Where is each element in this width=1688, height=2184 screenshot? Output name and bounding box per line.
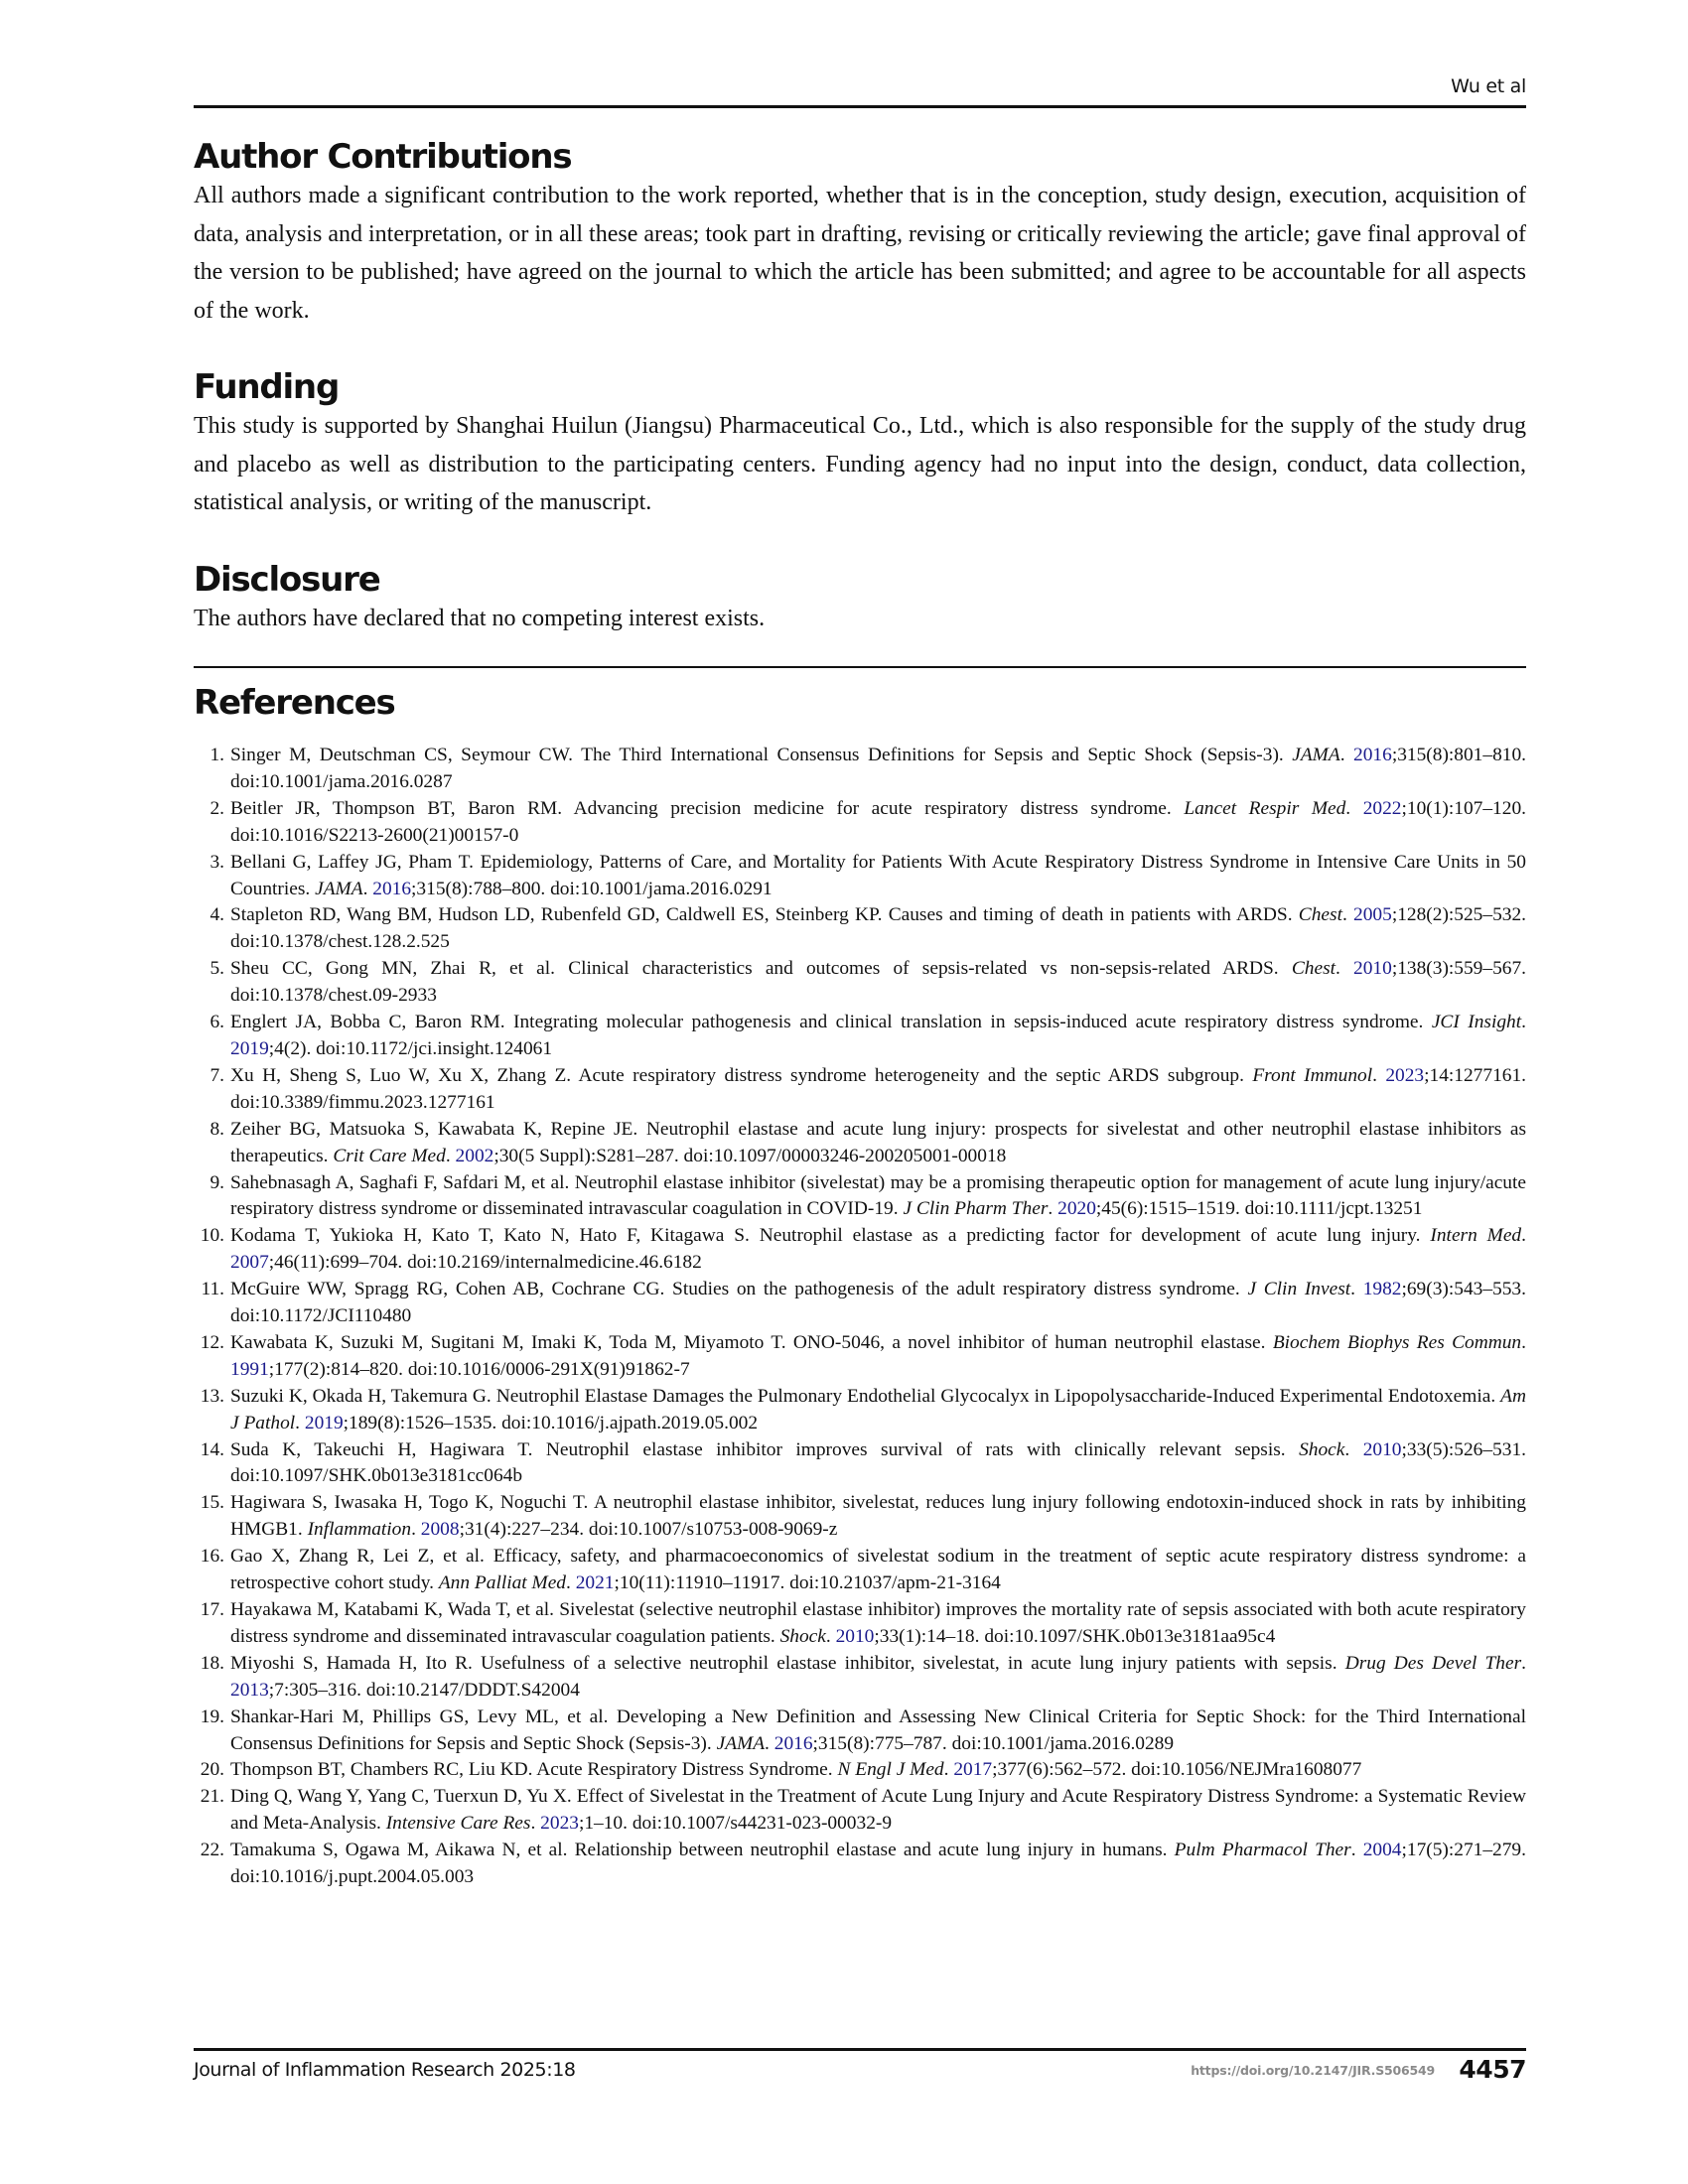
reference-volume-doi: ;315(8):788–800. doi:10.1001/jama.2016.0291 <box>411 878 773 899</box>
reference-authors-title: Xu H, Sheng S, Luo W, Xu X, Zhang Z. Acute respiratory distress syndrome heterogeneity and the septic ARDS subgroup. <box>230 1064 1253 1086</box>
reference-item <box>194 1223 1526 1277</box>
reference-journal: Pulm Pharmacol Ther <box>1174 1840 1351 1861</box>
reference-number: 15. <box>200 1492 224 1514</box>
reference-journal: Chest <box>1298 904 1342 926</box>
reference-journal-period: . <box>1350 1840 1363 1861</box>
reference-number: 19. <box>200 1706 224 1727</box>
reference-year-link[interactable]: 1982 <box>1362 1279 1402 1300</box>
reference-volume-doi: ;1–10. doi:10.1007/s44231-023-00032-9 <box>578 1813 893 1835</box>
reference-authors-title: Stapleton RD, Wang BM, Hudson LD, Rubenfeld GD, Caldwell ES, Steinberg KP. Causes and timing of death in patients with ARDS. <box>230 904 1299 926</box>
reference-volume-doi: ;10(11):11910–11917. doi:10.21037/apm-21-3164 <box>614 1572 1001 1594</box>
reference-volume-doi: ;31(4):227–234. doi:10.1007/s10753-008-9069-z <box>459 1519 838 1541</box>
reference-year-link[interactable]: 2023 <box>540 1813 579 1835</box>
footer-journal-citation: Journal of Inflammation Research 2025:18 <box>194 2059 576 2081</box>
reference-journal-period: . <box>1372 1064 1386 1086</box>
reference-number: 22. <box>200 1840 224 1861</box>
reference-number: 8. <box>210 1118 224 1140</box>
reference-journal: JCI Insight <box>1431 1012 1522 1033</box>
reference-authors-title: Miyoshi S, Hamada H, Ito R. Usefulness of a selective neutrophil elastase inhibitor, sivelestat, in acute lung injury patients with sepsis. <box>230 1652 1345 1674</box>
reference-journal-period: . <box>1521 1012 1526 1033</box>
reference-item <box>194 1117 1526 1170</box>
reference-journal: Front Immunol <box>1252 1064 1373 1086</box>
reference-volume-doi: ;33(1):14–18. doi:10.1097/SHK.0b013e3181aa95c4 <box>874 1625 1276 1647</box>
reference-number: 20. <box>200 1759 224 1781</box>
reference-journal-period: . <box>1341 904 1354 926</box>
reference-journal-period: . <box>1521 1331 1526 1353</box>
disclosure-heading: Disclosure <box>194 560 380 600</box>
reference-year-link[interactable]: 2007 <box>230 1252 269 1274</box>
reference-item <box>194 1784 1526 1838</box>
reference-item <box>194 1544 1526 1597</box>
reference-journal: Intern Med <box>1430 1225 1522 1247</box>
reference-number: 5. <box>210 958 224 980</box>
reference-journal-period: . <box>1521 1652 1526 1674</box>
reference-journal: Shock <box>779 1625 826 1647</box>
reference-year-link[interactable]: 1991 <box>230 1358 269 1380</box>
reference-authors-title: Hayakawa M, Katabami K, Wada T, et al. Sivelestat (selective neutrophil elastase inhibitor) improves the mortality rate of sepsis associated with both acute respiratory distress syndrome and disseminated intravascular coagulation patients. <box>230 1599 1526 1647</box>
reference-item <box>194 1330 1526 1384</box>
reference-item <box>194 1170 1526 1224</box>
reference-volume-doi: ;177(2):814–820. doi:10.1016/0006-291X(91)91862-7 <box>268 1358 690 1380</box>
reference-journal-period: . <box>825 1625 836 1647</box>
reference-item <box>194 1063 1526 1117</box>
reference-authors-title: McGuire WW, Spragg RG, Cohen AB, Cochrane CG. Studies on the pathogenesis of the adult respiratory distress syndrome. <box>230 1279 1248 1300</box>
reference-journal-period: . <box>411 1519 421 1541</box>
reference-year-link[interactable]: 2010 <box>1362 1438 1402 1460</box>
reference-item <box>194 796 1526 850</box>
reference-item <box>194 956 1526 1010</box>
reference-authors-title: Hagiwara S, Iwasaka H, Togo K, Noguchi T. A neutrophil elastase inhibitor, sivelestat, reduces lung injury following endotoxin-induced shock in rats by inhibiting HMGB1. <box>230 1492 1526 1541</box>
reference-year-link[interactable]: 2016 <box>372 878 412 899</box>
reference-journal: JAMA <box>315 878 363 899</box>
reference-item <box>194 743 1526 796</box>
references-section <box>194 683 1526 723</box>
reference-year-link[interactable]: 2002 <box>455 1145 494 1166</box>
reference-item <box>194 902 1526 956</box>
reference-journal-period: . <box>1344 1438 1363 1460</box>
reference-year-link[interactable]: 2019 <box>304 1412 344 1433</box>
reference-year-link[interactable]: 2008 <box>420 1519 460 1541</box>
reference-journal: J Clin Pharm Ther <box>903 1198 1049 1220</box>
funding-body: This study is supported by Shanghai Huilun (Jiangsu) Pharmaceutical Co., Ltd., which is also responsible for the supply of the study drug and placebo as well as distribution to the participating centers. Funding agency had no input into the design, conduct, data collection, statistical analysis, or writing of the manuscript. <box>194 413 1526 516</box>
funding-heading: Funding <box>194 367 340 407</box>
reference-number: 2. <box>210 797 224 819</box>
reference-journal: Ann Palliat Med <box>438 1572 566 1594</box>
reference-volume-doi: ;45(6):1515–1519. doi:10.1111/jcpt.13251 <box>1095 1198 1423 1220</box>
reference-year-link[interactable]: 2017 <box>953 1759 993 1781</box>
reference-volume-doi: ;189(8):1526–1535. doi:10.1016/j.ajpath.2019.05.002 <box>343 1412 759 1433</box>
reference-journal-period: . <box>1345 797 1363 819</box>
references-heading: References <box>194 683 395 723</box>
reference-journal: Biochem Biophys Res Commun <box>1272 1331 1522 1353</box>
reference-volume-doi: ;7:305–316. doi:10.2147/DDDT.S42004 <box>268 1679 580 1701</box>
reference-volume-doi: ;377(6):562–572. doi:10.1056/NEJMra1608077 <box>992 1759 1362 1781</box>
disclosure-section <box>194 560 1526 638</box>
running-head: Wu et al <box>1451 75 1526 97</box>
reference-number: 12. <box>200 1331 224 1353</box>
reference-journal-period: . <box>1350 1279 1363 1300</box>
reference-authors-title: Tamakuma S, Ogawa M, Aikawa N, et al. Relationship between neutrophil elastase and acute lung injury in humans. <box>230 1840 1175 1861</box>
reference-year-link[interactable]: 2020 <box>1057 1198 1096 1220</box>
reference-year-link[interactable]: 2013 <box>230 1679 269 1701</box>
reference-item <box>194 1597 1526 1651</box>
reference-journal: Drug Des Devel Ther <box>1344 1652 1522 1674</box>
reference-authors-title: Gao X, Zhang R, Lei Z, et al. Efficacy, safety, and pharmacoeconomics of sivelestat sodium in the treatment of septic acute respiratory distress syndrome: a retrospective cohort study. <box>230 1546 1526 1594</box>
reference-number: 13. <box>200 1385 224 1407</box>
footer-doi-link[interactable]: https://doi.org/10.2147/JIR.S506549 <box>1191 2063 1435 2078</box>
reference-year-link[interactable]: 2023 <box>1385 1064 1425 1086</box>
reference-journal: JAMA <box>716 1732 766 1754</box>
reference-year-link[interactable]: 2022 <box>1362 797 1402 819</box>
reference-authors-title: Bellani G, Laffey JG, Pham T. Epidemiology, Patterns of Care, and Mortality for Patients With Acute Respiratory Distress Syndrome in Intensive Care Units in 50 Countries. <box>230 851 1526 899</box>
reference-authors-title: Englert JA, Bobba C, Baron RM. Integrating molecular pathogenesis and clinical translation in sepsis-induced acute respiratory distress syndrome. <box>230 1012 1432 1033</box>
reference-journal: Lancet Respir Med <box>1184 797 1346 819</box>
disclosure-body: The authors have declared that no competing interest exists. <box>194 606 766 631</box>
reference-item <box>194 1705 1526 1758</box>
reference-number: 9. <box>210 1171 224 1193</box>
reference-journal-period: . <box>1048 1198 1058 1220</box>
reference-number: 3. <box>210 851 224 873</box>
reference-number: 18. <box>200 1652 224 1674</box>
reference-volume-doi: ;30(5 Suppl):S281–287. doi:10.1097/00003246-200205001-00018 <box>493 1145 1007 1166</box>
reference-number: 10. <box>200 1225 224 1247</box>
header-rule <box>194 105 1526 108</box>
reference-authors-title: Suzuki K, Okada H, Takemura G. Neutrophil Elastase Damages the Pulmonary Endothelial Glycocalyx in Lipopolysaccharide-Induced Experimental Endotoxemia. <box>230 1385 1501 1407</box>
reference-authors-title: Beitler JR, Thompson BT, Baron RM. Advancing precision medicine for acute respiratory distress syndrome. <box>230 797 1185 819</box>
footer-rule <box>194 2048 1526 2051</box>
reference-number: 4. <box>210 904 224 926</box>
reference-item <box>194 1490 1526 1544</box>
reference-year-link[interactable]: 2021 <box>575 1572 615 1594</box>
author-contributions-section <box>194 137 1526 330</box>
reference-item <box>194 1384 1526 1437</box>
reference-journal: J Clin Invest <box>1247 1279 1351 1300</box>
reference-authors-title: Zeiher BG, Matsuoka S, Kawabata K, Repine JE. Neutrophil elastase and acute lung injury: prospects for sivelestat and other neutrophil elastase inhibitors as therapeutics. <box>230 1118 1526 1166</box>
reference-item <box>194 1437 1526 1491</box>
reference-number: 1. <box>210 745 224 765</box>
reference-journal-period: . <box>295 1412 305 1433</box>
reference-journal: Chest <box>1291 958 1336 980</box>
page-number: 4457 <box>1459 2055 1526 2084</box>
reference-volume-doi: ;315(8):775–787. doi:10.1001/jama.2016.0289 <box>812 1732 1175 1754</box>
reference-volume-doi: ;69(3):543–553. doi:10.1172/JCI110480 <box>230 1279 1526 1327</box>
reference-authors-title: Thompson BT, Chambers RC, Liu KD. Acute Respiratory Distress Syndrome. <box>230 1759 838 1781</box>
reference-authors-title: Sheu CC, Gong MN, Zhai R, et al. Clinical characteristics and outcomes of sepsis-related vs non-sepsis-related ARDS. <box>230 958 1292 980</box>
reference-item <box>194 1838 1526 1891</box>
reference-volume-doi: ;14:1277161. doi:10.3389/fimmu.2023.1277161 <box>230 1064 1527 1113</box>
reference-volume-doi: ;17(5):271–279. doi:10.1016/j.pupt.2004.05.003 <box>230 1840 1526 1888</box>
reference-volume-doi: ;4(2). doi:10.1172/jci.insight.124061 <box>268 1037 553 1059</box>
reference-journal: Intensive Care Res <box>385 1813 531 1835</box>
reference-item <box>194 1277 1526 1330</box>
reference-journal: N Engl J Med <box>837 1759 944 1781</box>
reference-item <box>194 1651 1526 1705</box>
reference-journal: Shock <box>1299 1438 1345 1460</box>
reference-volume-doi: ;315(8):801–810. doi:10.1001/jama.2016.0287 <box>230 745 1526 792</box>
reference-authors-title: Suda K, Takeuchi H, Hagiwara T. Neutrophil elastase inhibitor improves survival of rats with clinically relevant sepsis. <box>230 1438 1300 1460</box>
section-divider <box>194 666 1526 668</box>
reference-journal-period: . <box>530 1813 541 1835</box>
reference-number: 11. <box>201 1279 224 1300</box>
reference-item <box>194 1757 1526 1784</box>
reference-number: 14. <box>200 1438 224 1460</box>
reference-authors-title: Kodama T, Yukioka H, Kato T, Kato N, Hato F, Kitagawa S. Neutrophil elastase as a predicting factor for development of acute lung injury. <box>230 1225 1431 1247</box>
reference-number: 16. <box>200 1546 224 1568</box>
reference-item <box>194 850 1526 903</box>
reference-year-link[interactable]: 2005 <box>1353 904 1392 926</box>
reference-year-link[interactable]: 2016 <box>774 1732 813 1754</box>
reference-year-link[interactable]: 2004 <box>1362 1840 1402 1861</box>
reference-journal-period: . <box>445 1145 456 1166</box>
reference-year-link[interactable]: 2010 <box>835 1625 875 1647</box>
reference-volume-doi: ;138(3):559–567. doi:10.1378/chest.09-2933 <box>230 958 1526 1007</box>
reference-journal-period: . <box>1339 745 1354 765</box>
reference-authors-title: Sahebnasagh A, Saghafi F, Safdari M, et al. Neutrophil elastase inhibitor (sivelestat) may be a promising therapeutic option for management of acute lung injury/acute respiratory distress syndrome or disseminated intravascular coagulation in COVID-19. <box>230 1171 1526 1220</box>
reference-authors-title: Kawabata K, Suzuki M, Sugitani M, Imaki K, Toda M, Miyamoto T. ONO-5046, a novel inhibitor of human neutrophil elastase. <box>230 1331 1273 1353</box>
reference-authors-title: Shankar-Hari M, Phillips GS, Levy ML, et al. Developing a New Definition and Assessing New Clinical Criteria for Septic Shock: for the Third International Consensus Definitions for Sepsis and Septic Shock (Sepsis-3). <box>230 1706 1526 1754</box>
reference-volume-doi: ;33(5):526–531. doi:10.1097/SHK.0b013e3181cc064b <box>230 1438 1526 1487</box>
reference-number: 17. <box>200 1599 224 1620</box>
references-list <box>194 743 1526 1891</box>
reference-journal-period: . <box>362 878 373 899</box>
reference-journal: Am J Pathol <box>230 1385 1526 1433</box>
reference-year-link[interactable]: 2010 <box>1353 958 1392 980</box>
author-contributions-heading: Author Contributions <box>194 137 572 177</box>
reference-year-link[interactable]: 2019 <box>230 1037 269 1059</box>
reference-volume-doi: ;10(1):107–120. doi:10.1016/S2213-2600(21)00157-0 <box>230 797 1526 846</box>
reference-journal-period: . <box>943 1759 954 1781</box>
reference-number: 6. <box>210 1012 224 1033</box>
reference-item <box>194 1010 1526 1063</box>
reference-journal-period: . <box>1336 958 1354 980</box>
reference-number: 7. <box>210 1064 224 1086</box>
reference-year-link[interactable]: 2016 <box>1353 745 1392 765</box>
reference-journal-period: . <box>566 1572 576 1594</box>
reference-journal-period: . <box>1521 1225 1526 1247</box>
reference-journal: Crit Care Med <box>333 1145 446 1166</box>
reference-authors-title: Singer M, Deutschman CS, Seymour CW. The Third International Consensus Definitions for Sepsis and Septic Shock (Sepsis-3). <box>230 745 1293 765</box>
author-contributions-body: All authors made a significant contribution to the work reported, whether that is in the conception, study design, execution, acquisition of data, analysis and interpretation, or in all these areas; took part in drafting, revising or critically reviewing the article; gave final approval of the version to be published; have agreed on the journal to which the article has been submitted; and agree to be accountable for all aspects of the work. <box>194 183 1526 324</box>
reference-authors-title: Ding Q, Wang Y, Yang C, Tuerxun D, Yu X. Effect of Sivelestat in the Treatment of Acute Lung Injury and Acute Respiratory Distress Syndrome: a Systematic Review and Meta-Analysis. <box>230 1786 1526 1835</box>
reference-number: 21. <box>200 1786 224 1808</box>
reference-journal-period: . <box>765 1732 774 1754</box>
reference-journal: Inflammation <box>307 1519 412 1541</box>
funding-section <box>194 367 1526 522</box>
reference-journal: JAMA <box>1292 745 1340 765</box>
reference-volume-doi: ;46(11):699–704. doi:10.2169/internalmedicine.46.6182 <box>268 1252 702 1274</box>
reference-volume-doi: ;128(2):525–532. doi:10.1378/chest.128.2.525 <box>230 904 1526 953</box>
